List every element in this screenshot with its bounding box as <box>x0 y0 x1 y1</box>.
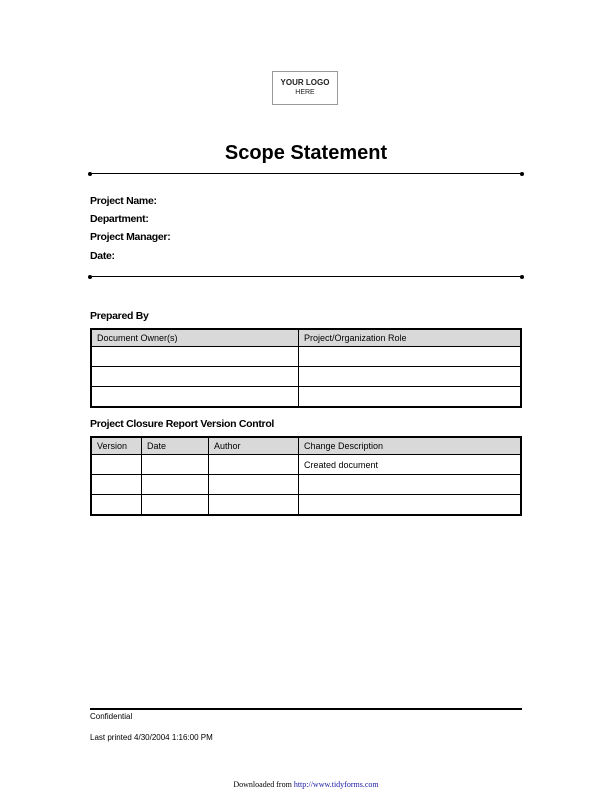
prepared-by-table <box>90 328 522 408</box>
field-project-manager: Project Manager: <box>90 231 171 243</box>
table-cell[interactable] <box>299 367 522 387</box>
table-cell[interactable] <box>142 495 209 516</box>
table-row <box>91 495 521 516</box>
table-cell[interactable] <box>299 475 522 495</box>
divider <box>90 173 522 174</box>
column-header: Date <box>142 437 209 455</box>
table-cell[interactable] <box>91 387 299 408</box>
table-cell[interactable] <box>142 475 209 495</box>
column-header: Version <box>91 437 142 455</box>
table-row <box>91 367 521 387</box>
version-control-table <box>90 436 522 516</box>
field-date: Date: <box>90 250 115 262</box>
table-cell[interactable] <box>209 495 299 516</box>
last-printed: Last printed 4/30/2004 1:16:00 PM <box>90 733 213 742</box>
column-header: Project/Organization Role <box>299 329 522 347</box>
table-cell[interactable] <box>299 347 522 367</box>
divider <box>90 276 522 277</box>
download-prefix: Downloaded from <box>233 780 292 789</box>
table-cell[interactable] <box>91 495 142 516</box>
download-note <box>0 780 612 789</box>
table-cell[interactable] <box>299 495 522 516</box>
page-title: Scope Statement <box>224 142 388 164</box>
table-cell[interactable] <box>91 455 142 475</box>
table-row <box>91 455 521 475</box>
table-row <box>91 347 521 367</box>
footer-divider <box>90 708 522 710</box>
version-control-heading: Project Closure Report Version Control <box>90 418 275 430</box>
field-department: Department: <box>90 213 149 225</box>
table-cell[interactable] <box>209 475 299 495</box>
logo-line2: HERE <box>295 89 315 96</box>
table-cell[interactable] <box>91 367 299 387</box>
table-cell[interactable] <box>209 455 299 475</box>
confidential-label: Confidential <box>90 712 133 721</box>
table-cell[interactable] <box>91 475 142 495</box>
logo-placeholder <box>272 71 338 105</box>
column-header: Document Owner(s) <box>91 329 299 347</box>
table-cell[interactable]: Created document <box>299 455 522 475</box>
column-header: Change Description <box>299 437 522 455</box>
logo-line1: YOUR LOGO <box>280 78 330 87</box>
table-cell[interactable] <box>299 387 522 408</box>
prepared-by-heading: Prepared By <box>90 310 149 322</box>
table-row <box>91 475 521 495</box>
column-header: Author <box>209 437 299 455</box>
table-row <box>91 387 521 408</box>
field-project-name: Project Name: <box>90 195 157 207</box>
table-cell[interactable] <box>142 455 209 475</box>
download-link[interactable]: http://www.tidyforms.com <box>293 780 379 789</box>
table-cell[interactable] <box>91 347 299 367</box>
